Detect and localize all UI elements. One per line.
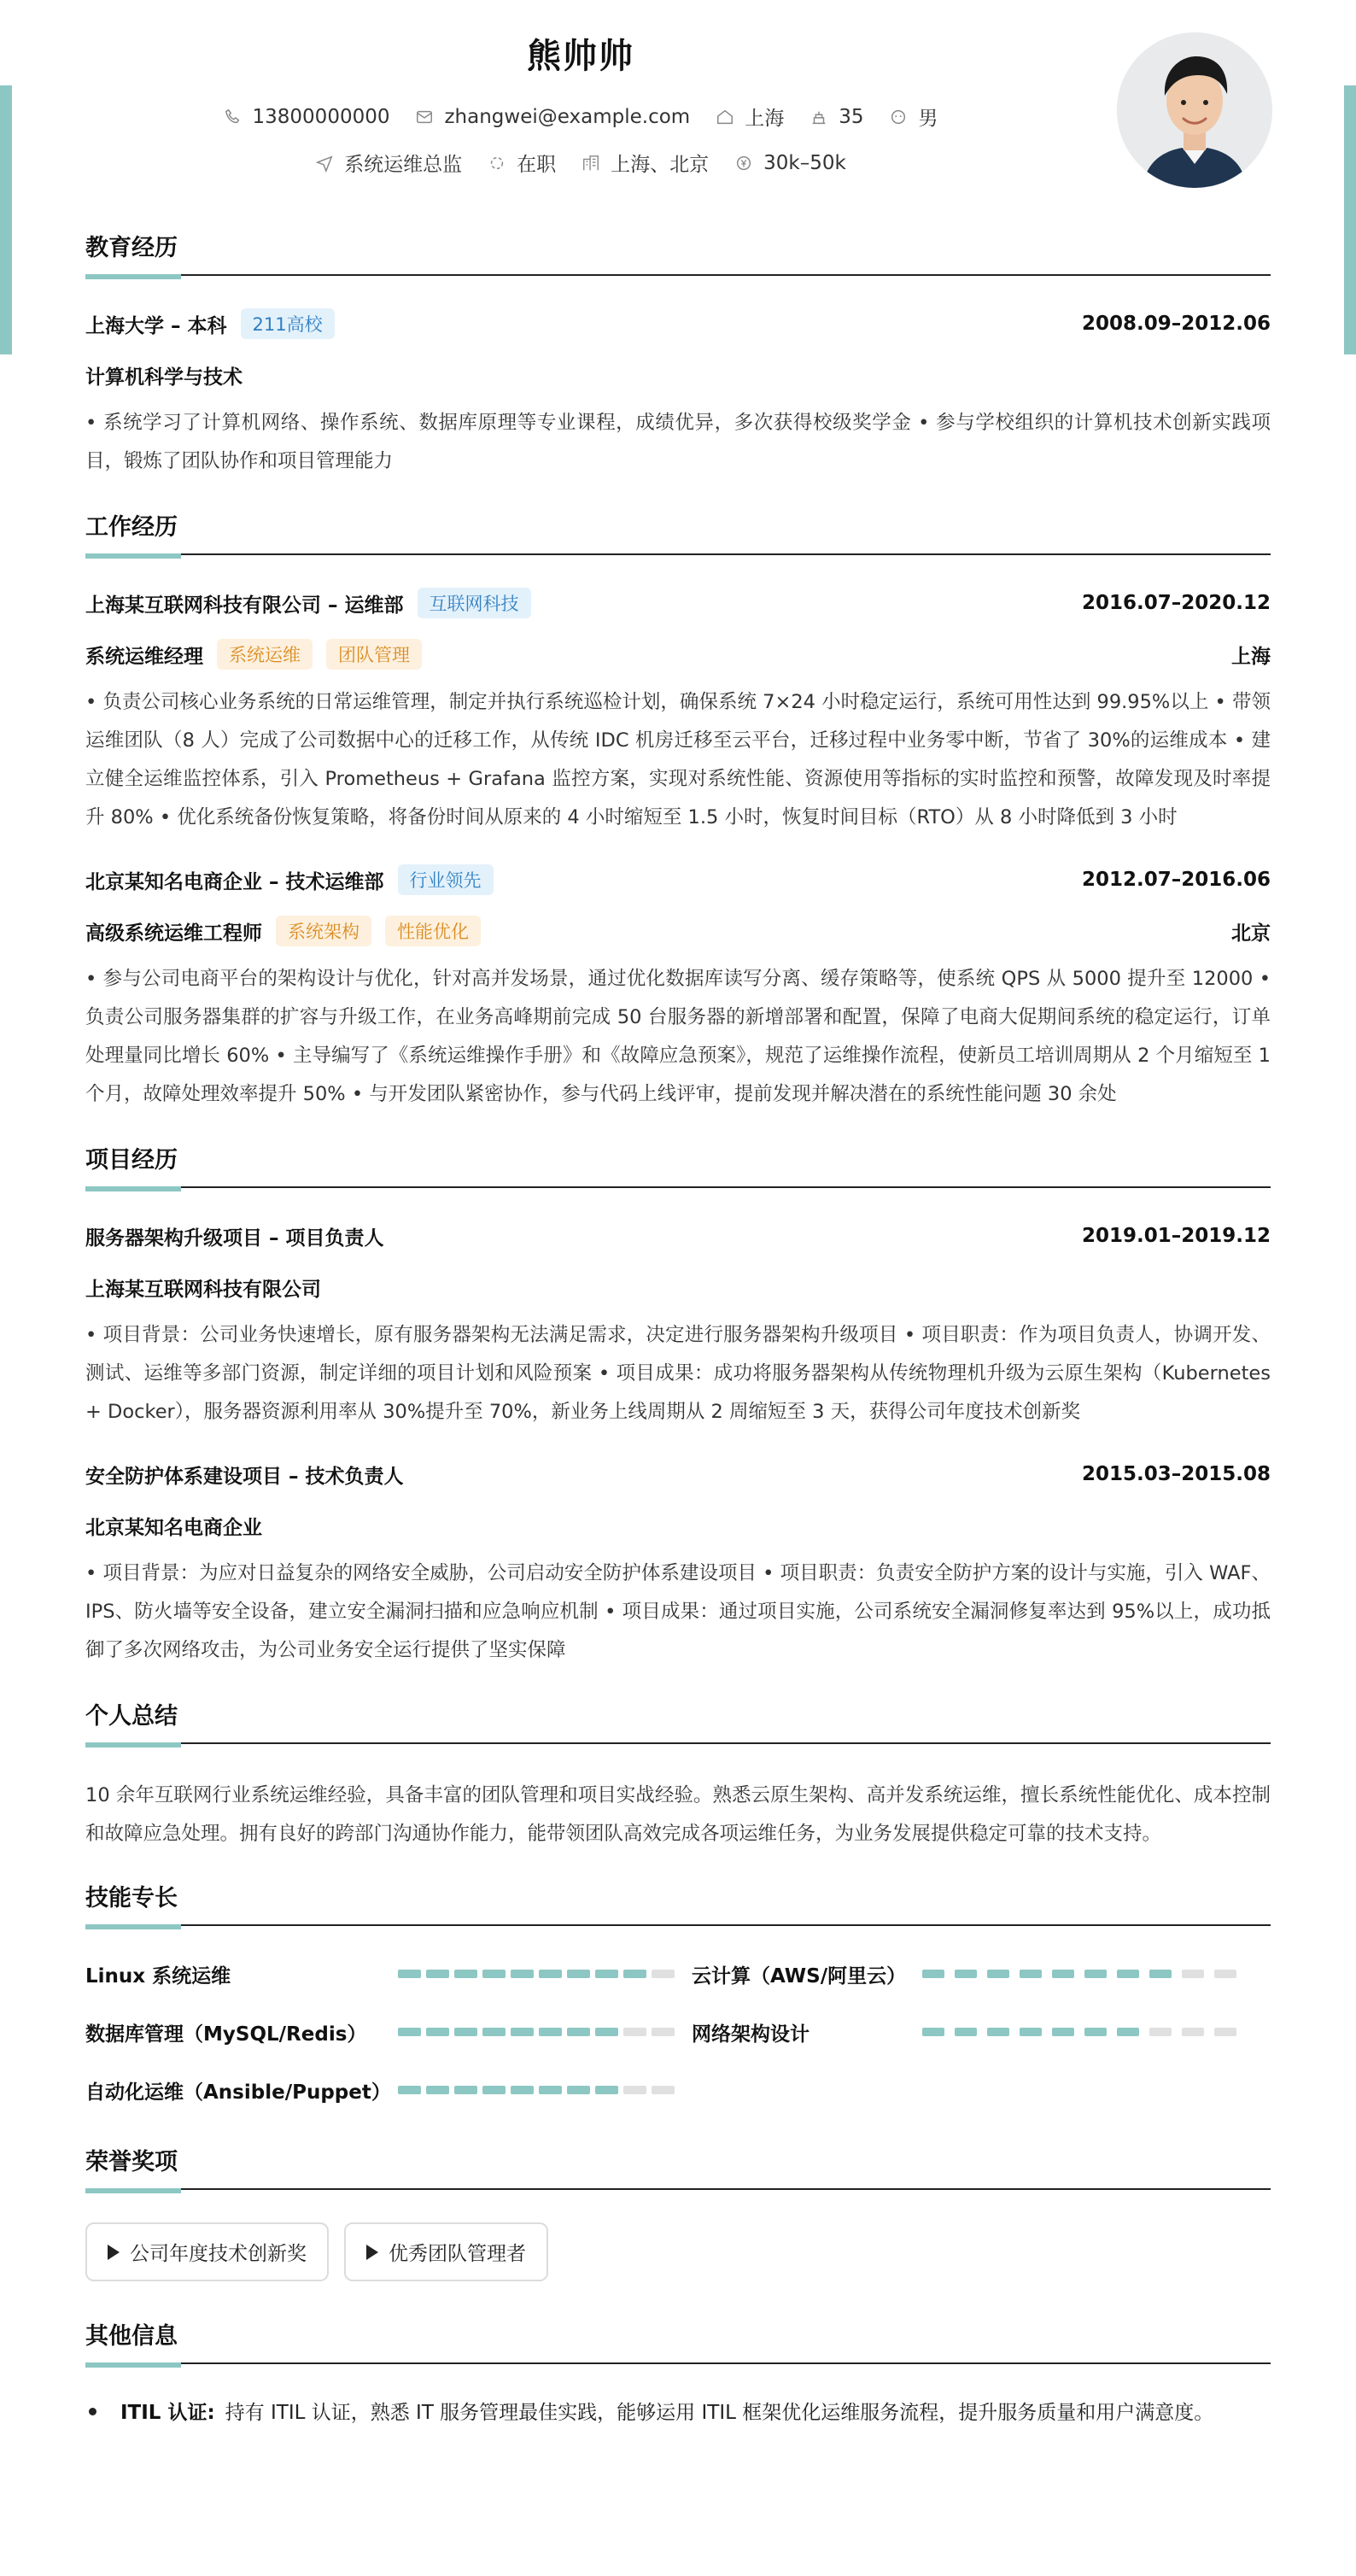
skill-level-segment — [955, 1970, 977, 1978]
skill-level-segment — [511, 2028, 534, 2036]
skill-item — [85, 2017, 692, 2047]
skill-level-segment — [454, 2086, 477, 2094]
awards-list — [85, 2222, 1271, 2281]
status-text: 在职 — [517, 154, 557, 176]
skill-level-bar — [398, 1970, 675, 1978]
work-section — [85, 508, 1271, 1114]
email-text: zhangwei@example.com — [444, 105, 691, 128]
skill-level-segment — [567, 1970, 590, 1978]
email-item — [415, 106, 690, 128]
skill-level-segment — [1084, 2028, 1107, 2036]
skill-level-segment — [652, 2028, 675, 2036]
skill-item — [85, 2075, 692, 2105]
company-name: 北京某知名电商企业 – 技术运维部 — [85, 870, 384, 893]
skill-level-segment — [1149, 2028, 1172, 2036]
send-icon — [315, 154, 334, 173]
job-role: 高级系统运维工程师 — [85, 922, 262, 945]
skill-name: 数据库管理（MySQL/Redis） — [85, 2023, 367, 2046]
skill-level-segment — [511, 2086, 534, 2094]
work-date: 2016.07–2020.12 — [1081, 592, 1271, 614]
work-desc: • 参与公司电商平台的架构设计与优化，针对高并发场景，通过优化数据库读写分离、缓存策略等，使系统 QPS 从 5000 提升至 12000 • 负责公司服务器集群的扩容与升级工作，在业务高峰期前完成 50 台服务器的新增部署和配置，保障了电商大促期间系统的稳定运行，订单处理量同比增长 60% • 主导编写了《系统运维操作手册》和《故障应急预案》，规范了运维操作流程，使新员工培训周期从 2 个月缩短至 1 个月，故障处理效率提升 50% • 与开发团队紧密协作，参与代码上线评审，提前发现并解决潜在的系统性能问题 30 余处 — [85, 968, 1271, 1105]
project-desc: • 项目背景：公司业务快速增长，原有服务器架构无法满足需求，决定进行服务器架构升级项目 • 项目职责：作为项目负责人，协调开发、测试、运维等多部门资源，制定详细的项目计划和风险预案 • 项目成果：成功将服务器架构从传统物理机升级为云原生架构（Kubernetes + Docker），服务器资源利用率从 30%提升至 70%，新业务上线周期从 2 周缩短至 3 天，获得公司年度技术创新奖 — [85, 1324, 1271, 1423]
other-section — [85, 2317, 1271, 2425]
skill-level-segment — [987, 1970, 1009, 1978]
skill-level-segment — [1117, 2028, 1139, 2036]
home-icon — [716, 108, 734, 126]
education-date: 2008.09–2012.06 — [1081, 313, 1271, 335]
skill-level-segment — [652, 2086, 675, 2094]
status-icon — [488, 154, 506, 173]
skill-level-segment — [1084, 1970, 1107, 1978]
role-tag: 系统运维 — [217, 639, 313, 670]
project-entry — [85, 1221, 1271, 1431]
award-item — [344, 2222, 548, 2281]
skill-level-segment — [567, 2086, 590, 2094]
work-entry — [85, 588, 1271, 837]
skill-level-segment — [922, 1970, 944, 1978]
skills-title: 技能专长 — [85, 1879, 1271, 1926]
skill-item — [692, 2017, 1271, 2047]
skill-level-segment — [623, 1970, 646, 1978]
school-tag: 211高校 — [241, 308, 335, 339]
skill-level-segment — [1149, 1970, 1172, 1978]
skill-level-segment — [482, 1970, 506, 1978]
skill-level-segment — [539, 2086, 562, 2094]
skill-level-segment — [922, 2028, 944, 2036]
skill-level-segment — [595, 1970, 618, 1978]
gender-icon — [889, 108, 908, 126]
age-item — [810, 106, 863, 128]
skill-level-segment — [595, 2086, 618, 2094]
other-label: ITIL 认证: — [120, 2402, 215, 2424]
education-section — [85, 229, 1271, 481]
skill-level-bar — [398, 2028, 675, 2036]
home-text: 上海 — [745, 108, 785, 130]
resume-content — [85, 229, 1271, 2447]
education-title: 教育经历 — [85, 229, 1271, 276]
salary-icon — [734, 154, 753, 173]
project-desc: • 项目背景：为应对日益复杂的网络安全威胁，公司启动安全防护体系建设项目 • 项目职责：负责安全防护方案的设计与实施，引入 WAF、IPS、防火墙等安全设备，建立安全漏洞扫描和应急响应机制 • 项目成果：通过项目实施，公司系统安全漏洞修复率达到 95%以上，成功抵御了多次网络攻击，为公司业务安全运行提供了坚实保障 — [85, 1562, 1271, 1661]
skill-level-segment — [623, 2086, 646, 2094]
projects-section — [85, 1141, 1271, 1670]
salary-text: 30k–50k — [763, 151, 846, 174]
project-date: 2019.01–2019.12 — [1081, 1225, 1271, 1247]
skill-name: 网络架构设计 — [692, 2023, 810, 2046]
skill-level-bar — [398, 2086, 675, 2094]
bullet-icon — [89, 2408, 96, 2415]
awards-section — [85, 2143, 1271, 2281]
skills-grid — [85, 1958, 1271, 2105]
skill-level-segment — [595, 2028, 618, 2036]
skill-level-bar — [922, 1970, 1236, 1978]
projects-title: 项目经历 — [85, 1141, 1271, 1188]
skill-level-segment — [955, 2028, 977, 2036]
skill-level-segment — [398, 1970, 421, 1978]
city-icon — [582, 154, 600, 173]
skill-level-segment — [623, 2028, 646, 2036]
role-tag: 团队管理 — [326, 639, 422, 670]
age-icon — [810, 108, 828, 126]
project-company: 北京某知名电商企业 — [85, 1516, 262, 1539]
skill-level-segment — [482, 2086, 506, 2094]
home-item — [716, 102, 784, 131]
work-entry — [85, 864, 1271, 1114]
skill-level-segment — [511, 1970, 534, 1978]
project-entry — [85, 1459, 1271, 1670]
job-row — [0, 149, 1161, 177]
job-role: 系统运维经理 — [85, 645, 203, 668]
education-entry — [85, 308, 1271, 481]
awards-title: 荣誉奖项 — [85, 2143, 1271, 2190]
work-date: 2012.07–2016.06 — [1081, 869, 1271, 891]
skill-level-segment — [454, 1970, 477, 1978]
skill-level-segment — [1182, 2028, 1204, 2036]
award-label: 优秀团队管理者 — [389, 2243, 526, 2265]
skill-level-segment — [482, 2028, 506, 2036]
work-location: 上海 — [1231, 645, 1271, 668]
company-tag: 互联网科技 — [418, 588, 531, 618]
other-item — [85, 2397, 1271, 2425]
school-name: 上海大学 – 本科 — [85, 314, 227, 337]
role-tag: 性能优化 — [385, 916, 481, 946]
skill-level-segment — [398, 2086, 421, 2094]
avatar — [1117, 32, 1272, 188]
skill-level-segment — [1052, 2028, 1074, 2036]
status-item — [488, 149, 556, 177]
resume-header — [0, 0, 1356, 205]
phone-text: 13800000000 — [252, 105, 390, 128]
age-text: 35 — [839, 105, 864, 128]
company-name: 上海某互联网科技有限公司 – 运维部 — [85, 594, 404, 617]
role-tag: 系统架构 — [276, 916, 371, 946]
phone-icon — [224, 108, 243, 126]
play-icon — [108, 2245, 120, 2260]
avatar-portrait — [1117, 32, 1272, 188]
work-desc: • 负责公司核心业务系统的日常运维管理，制定并执行系统巡检计划，确保系统 7×24 小时稳定运行，系统可用性达到 99.95%以上 • 带领运维团队（8 人）完成了公司数据中心的迁移工作，从传统 IDC 机房迁移至云平台，迁移过程中业务零中断，节省了 30%的运维成本 • 建立健全运维监控体系，引入 Prometheus + Grafana 监控方案，实现对系统性能、资源使用等指标的实时监控和预警，故障发现及时率提升 80% • 优化系统备份恢复策略，将备份时间从原来的 4 小时缩短至 1.5 小时，恢复时间目标（RTO）从 8 小时降低到 3 小时 — [85, 691, 1271, 828]
major: 计算机科学与技术 — [85, 366, 243, 389]
project-name: 安全防护体系建设项目 – 技术负责人 — [85, 1465, 404, 1488]
education-desc: • 系统学习了计算机网络、操作系统、数据库原理等专业课程，成绩优异，多次获得校级奖学金 • 参与学校组织的计算机技术创新实践项目，锻炼了团队协作和项目管理能力 — [85, 412, 1271, 472]
gender-text: 男 — [918, 108, 938, 130]
skill-level-segment — [987, 2028, 1009, 2036]
skill-name: 云计算（AWS/阿里云） — [692, 1964, 907, 1988]
skill-level-segment — [539, 1970, 562, 1978]
summary-text: 10 余年互联网行业系统运维经验，具备丰富的团队管理和项目实战经验。熟悉云原生架构、高并发系统运维，擅长系统性能优化、成本控制和故障应急处理。拥有良好的跨部门沟通协作能力，能带领团队高效完成各项运维任务，为业务发展提供稳定可靠的技术支持。 — [85, 1784, 1271, 1845]
phone-item — [224, 106, 390, 128]
play-icon — [366, 2245, 378, 2260]
salary-item — [734, 152, 846, 174]
skill-level-segment — [426, 2086, 449, 2094]
skill-level-segment — [1052, 1970, 1074, 1978]
skill-item — [692, 1958, 1271, 1989]
work-title: 工作经历 — [85, 508, 1271, 555]
skill-level-segment — [454, 2028, 477, 2036]
contact-row — [0, 102, 1161, 131]
gender-item — [889, 102, 938, 131]
other-title: 其他信息 — [85, 2317, 1271, 2364]
skill-name: 自动化运维（Ansible/Puppet） — [85, 2081, 391, 2104]
skill-level-segment — [539, 2028, 562, 2036]
position-text: 系统运维总监 — [344, 154, 463, 176]
mail-icon — [415, 108, 434, 126]
skill-item — [85, 1958, 692, 1989]
other-text: 持有 ITIL 认证，熟悉 IT 服务管理最佳实践，能够运用 ITIL 框架优化运维服务流程，提升服务质量和用户满意度。 — [225, 2402, 1214, 2424]
project-company: 上海某互联网科技有限公司 — [85, 1278, 321, 1301]
skill-level-segment — [426, 1970, 449, 1978]
candidate-name: 熊帅帅 — [527, 37, 634, 76]
skill-level-segment — [1117, 1970, 1139, 1978]
summary-section — [85, 1697, 1271, 1853]
skill-level-bar — [922, 2028, 1236, 2036]
city-text: 上海、北京 — [611, 154, 710, 176]
skill-level-segment — [398, 2028, 421, 2036]
award-item — [85, 2222, 329, 2281]
skill-level-segment — [1214, 2028, 1236, 2036]
skill-level-segment — [567, 2028, 590, 2036]
skill-level-segment — [426, 2028, 449, 2036]
award-label: 公司年度技术创新奖 — [130, 2243, 307, 2265]
company-tag: 行业领先 — [398, 864, 494, 895]
skills-section — [85, 1879, 1271, 2105]
skill-level-segment — [652, 1970, 675, 1978]
project-name: 服务器架构升级项目 – 项目负责人 — [85, 1227, 384, 1250]
skill-level-segment — [1214, 1970, 1236, 1978]
city-item — [582, 149, 709, 177]
skill-level-segment — [1182, 1970, 1204, 1978]
skill-name: Linux 系统运维 — [85, 1964, 231, 1988]
project-date: 2015.03–2015.08 — [1081, 1463, 1271, 1485]
skill-level-segment — [1020, 1970, 1042, 1978]
work-location: 北京 — [1231, 922, 1271, 945]
skill-level-segment — [1020, 2028, 1042, 2036]
position-item — [315, 149, 462, 177]
summary-title: 个人总结 — [85, 1697, 1271, 1744]
